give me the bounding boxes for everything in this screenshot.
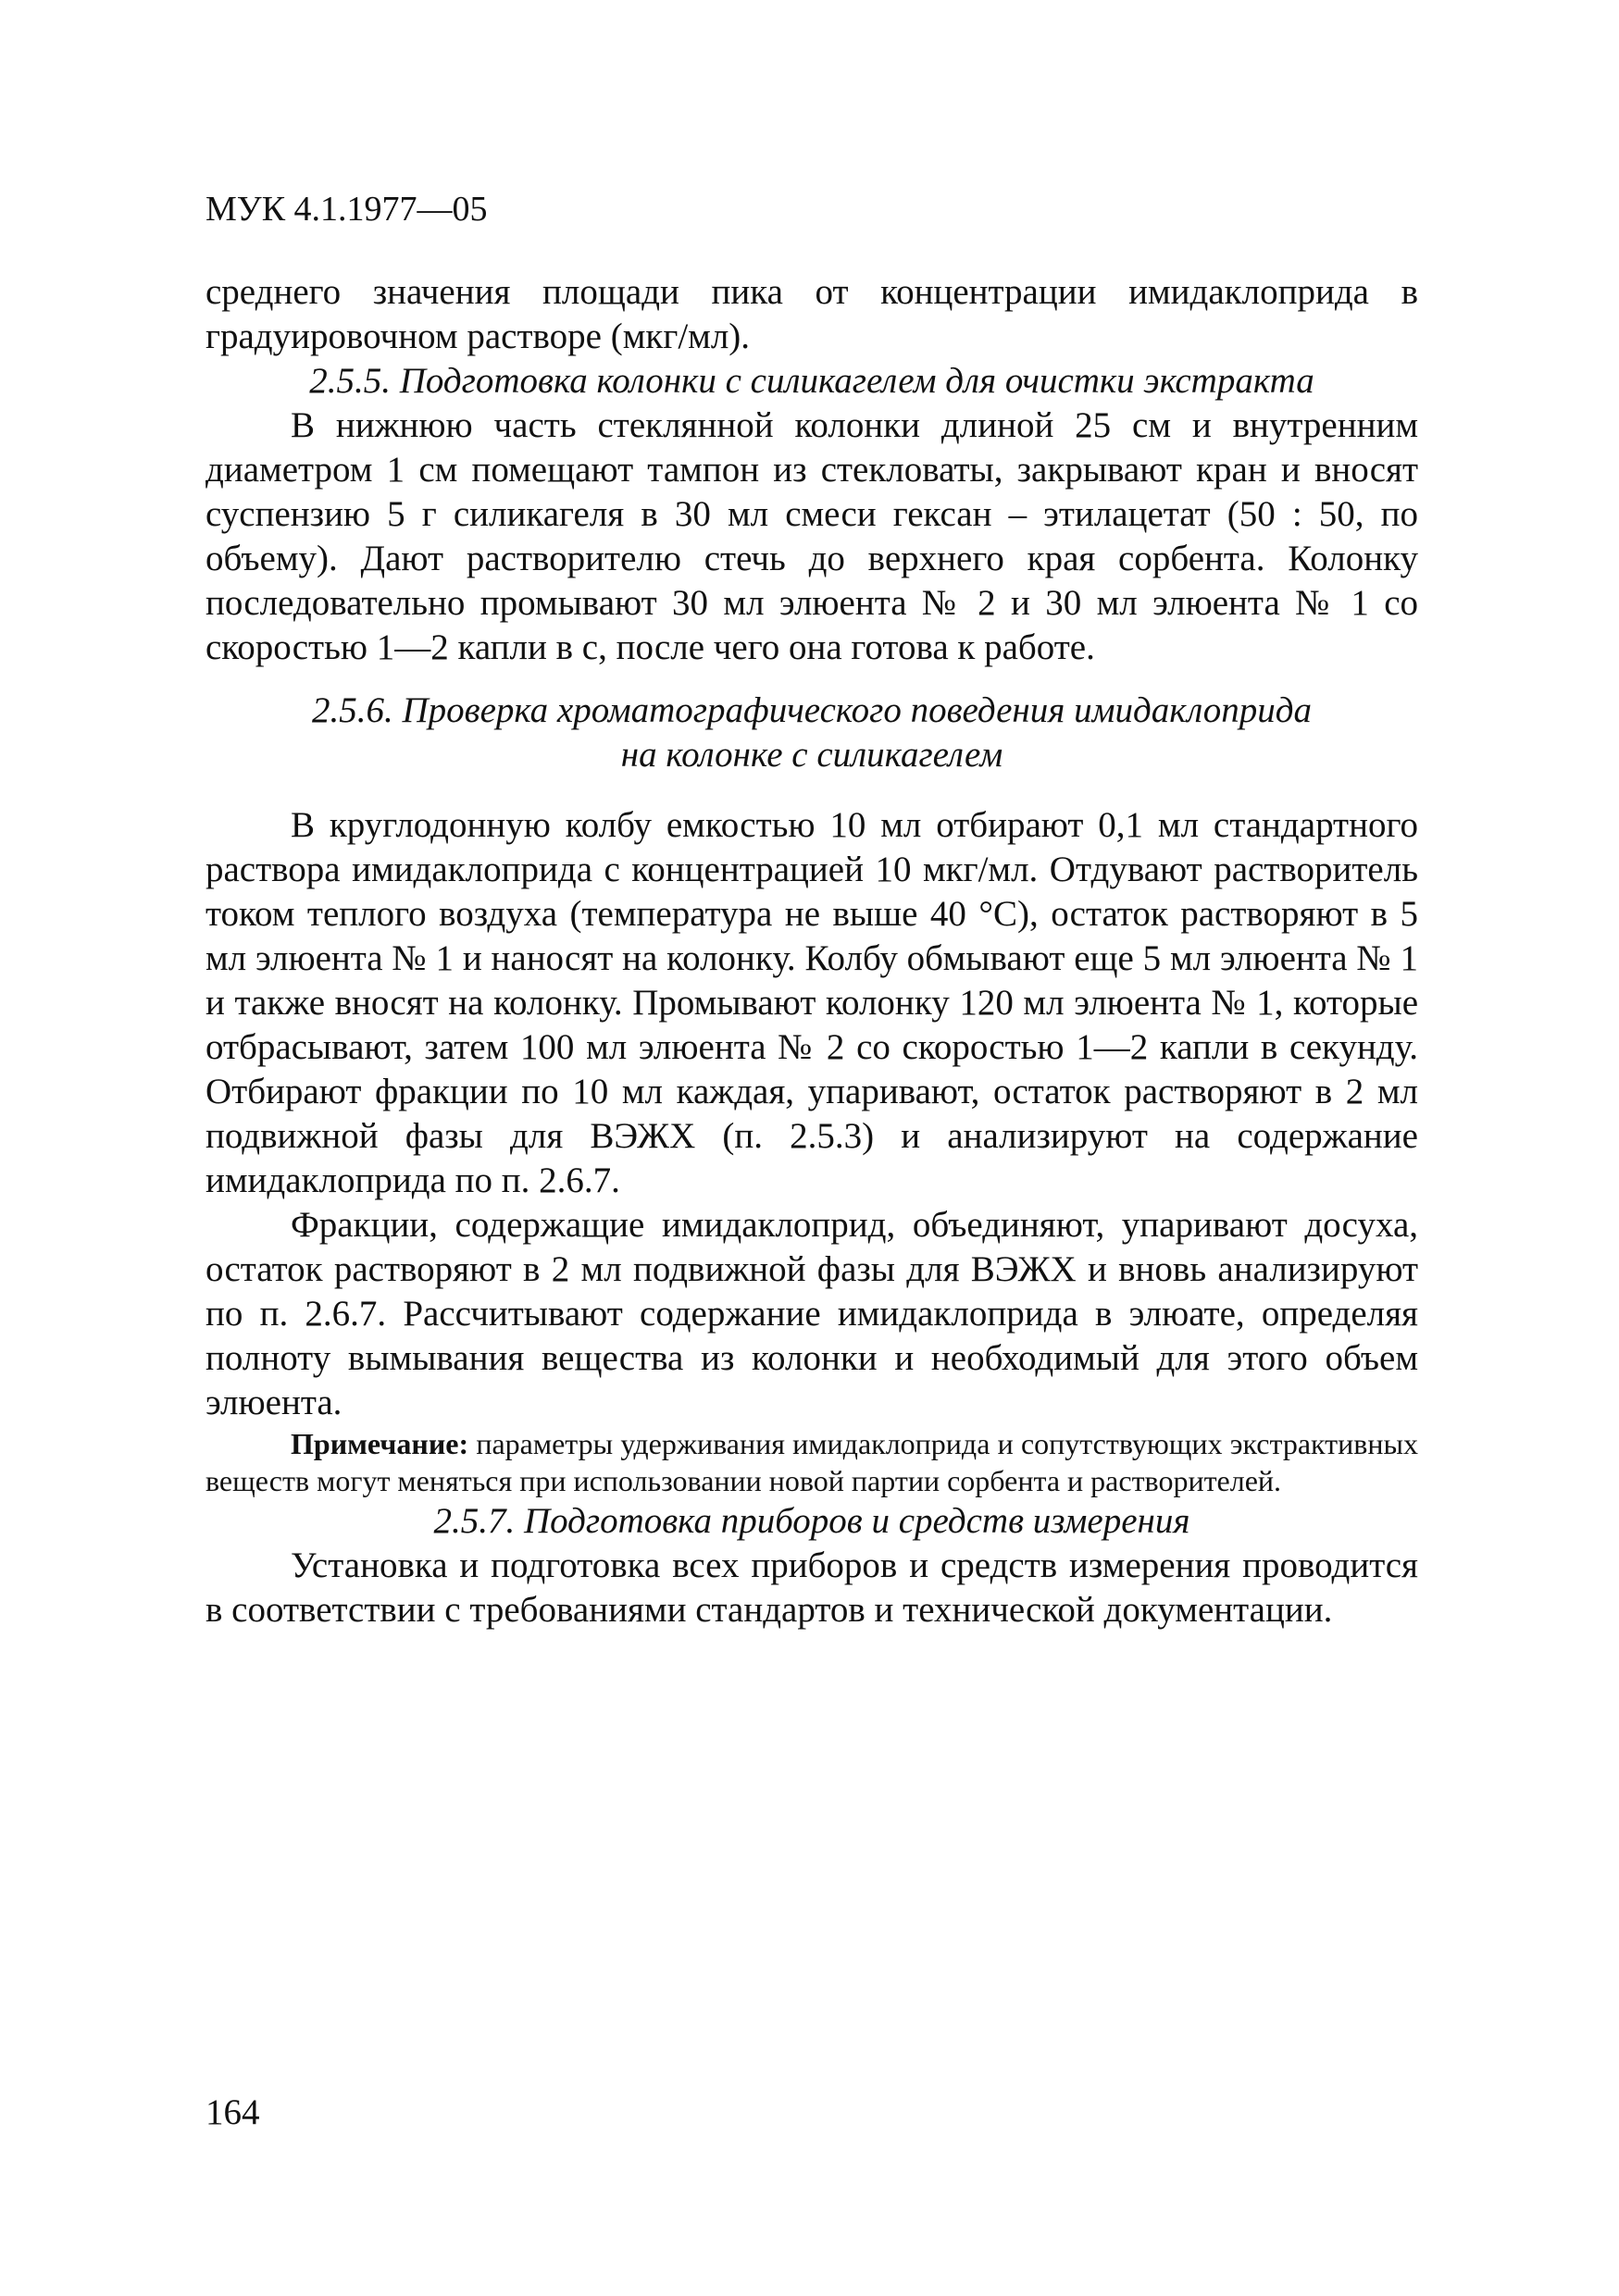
page-number: 164 [205, 2092, 260, 2132]
page-body [205, 270, 1418, 1632]
section-2-5-6-heading-line1: 2.5.6. Проверка хроматографического поведения имидаклоприда [311, 690, 1312, 730]
section-2-5-6-paragraph-1: В круглодонную колбу емкостью 10 мл отбирают 0,1 мл стандартного раствора имидаклоприда с концентрацией 10 мкг/мл. Отдувают растворитель током теплого воздуха (температура не выше 40 °С), остаток растворяют в 5 мл элюента № 1 и наносят на колонку. Колбу обмывают еще 5 мл элюента № 1 и также вносят на колонку. Промывают колонку 120 мл элюента № 1, которые отбрасывают, затем 100 мл элюента № 2 со скоростью 1—2 капли в секунду. Отбирают фракции по 10 мл каждая, упаривают, остаток растворяют в 2 мл подвижной фазы для ВЭЖХ (п. 2.5.3) и анализируют на содержание имидаклоприда по п. 2.6.7. [205, 805, 1418, 1200]
document-code-header: МУК 4.1.1977—05 [205, 190, 488, 229]
section-2-5-7-heading: 2.5.7. Подготовка приборов и средств измерения [433, 1501, 1190, 1541]
note-text: параметры удерживания имидаклоприда и сопутствующих экстрактивных веществ могут меняться при использовании новой партии сорбента и растворителей. [205, 1427, 1418, 1497]
section-2-5-6-heading [205, 689, 1418, 777]
section-2-5-5-heading: 2.5.5. Подготовка колонки с силикагелем для очистки экстракта [309, 361, 1314, 401]
section-2-5-5-paragraph: В нижнюю часть стеклянной колонки длиной 25 см и внутренним диаметром 1 см помещают тампон из стекловаты, закрывают кран и вносят суспензию 5 г силикагеля в 30 мл смеси гексан – этилацетат (50 : 50, по объему). Дают растворителю стечь до верхнего края сорбента. Колонку последовательно промывают 30 мл элюента № 2 и 30 мл элюента № 1 со скоростью 1—2 капли в с, после чего она готова к работе. [205, 405, 1418, 667]
section-2-5-6-paragraph-2: Фракции, содержащие имидаклоприд, объединяют, упаривают досуха, остаток растворяют в 2 мл подвижной фазы для ВЭЖХ и вновь анализируют по п. 2.6.7. Рассчитывают содержание имидаклоприда в элюате, определяя полноту вымывания вещества из колонки и необходимый для этого объем элюента. [205, 1205, 1418, 1422]
intro-continuation-paragraph: среднего значения площади пика от концентрации имидаклоприда в градуировочном растворе (мкг/мл). [205, 272, 1418, 356]
section-2-5-7-paragraph: Установка и подготовка всех приборов и средств измерения проводится в соответствии с требованиями стандартов и технической документации. [205, 1545, 1418, 1630]
section-2-5-6-heading-line2: на колонке с силикагелем [620, 735, 1003, 775]
note-label: Примечание: [291, 1427, 469, 1460]
note-paragraph [205, 1425, 1418, 1499]
